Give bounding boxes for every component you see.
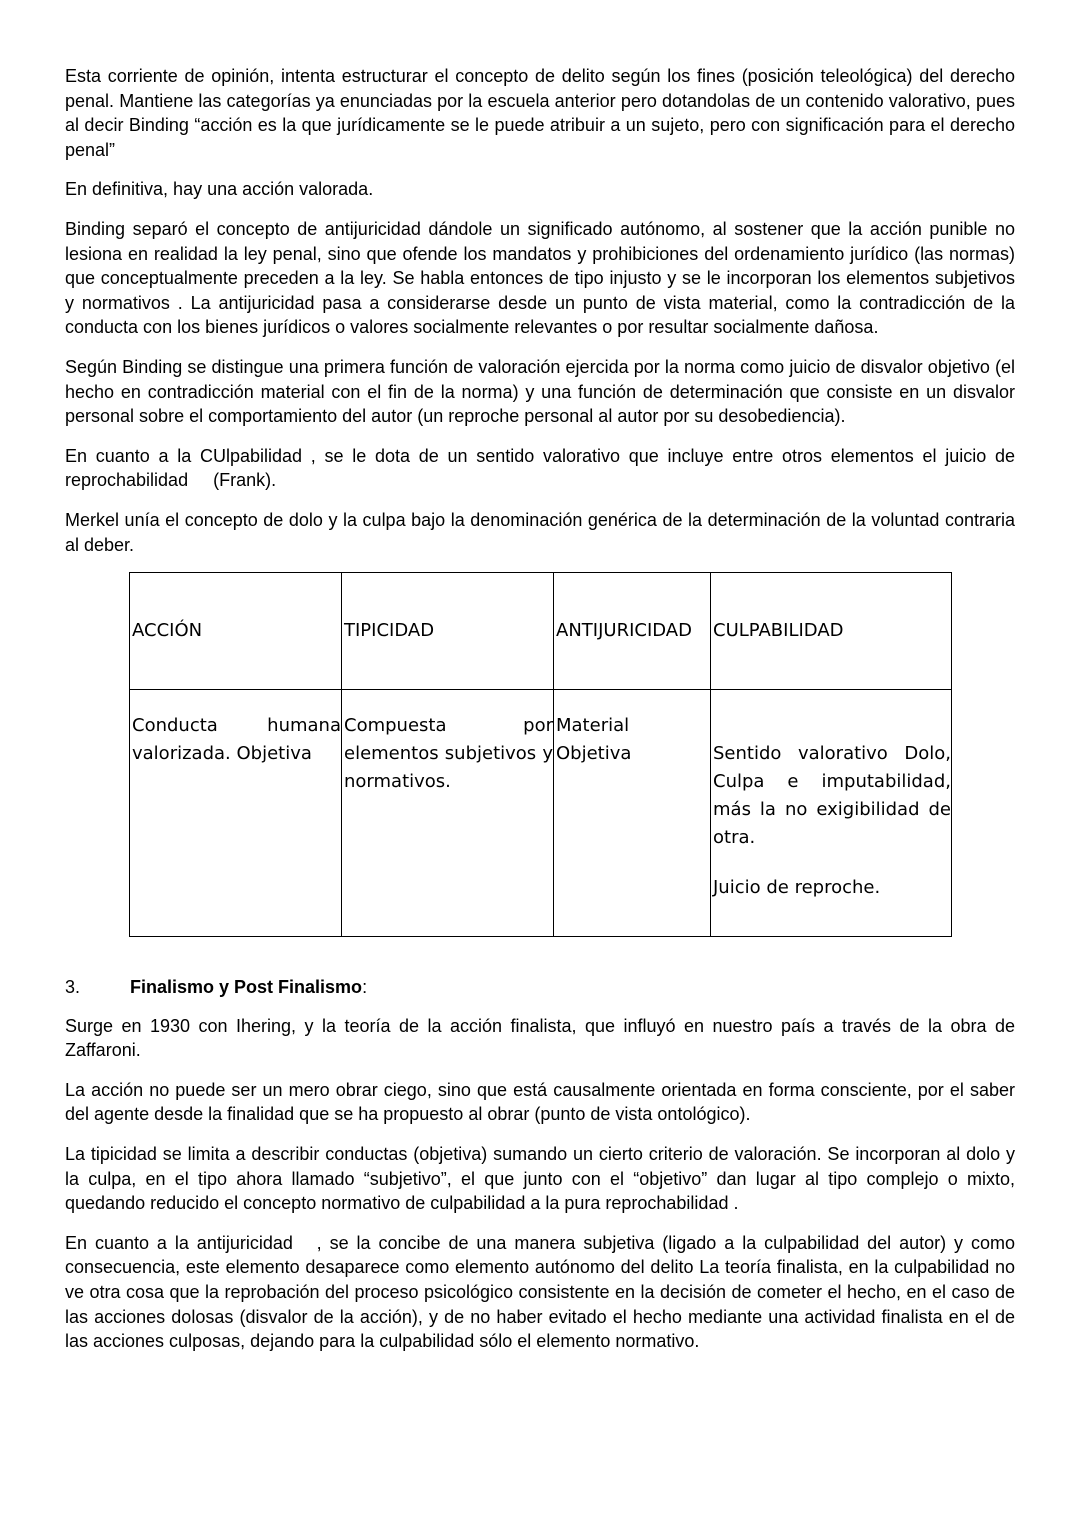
paragraph-antijuricidad-finalista: En cuanto a la antijuricidad , se la concibe de una manera subjetiva (ligado a la culpabilidad del autor) y como consecuencia, este elemento desaparece como elemento autónomo del delito La teoría finalista, en la culpabilidad no ve otra cosa que la reprobación del proceso psicológico consistente en la decisión de cometer el hecho, en el caso de las acciones dolosas (disvalor de la acción), y de no haber evitado el hecho mediante una actividad finalista en el de las acciones culposas, dejando para la culpabilidad sólo el elemento normativo. <box>65 1232 1021 1352</box>
section-title-suffix: : <box>362 977 368 998</box>
paragraph-tipicidad: La tipicidad se limita a describir conductas (objetiva) sumando un cierto criterio de valoración. Se incorporan al dolo y la culpa, en el tipo ahora llamado “subjetivo”, el que junto con el “objetivo” dan lugar al tipo complejo o mixto, quedando reducido el concepto normativo de culpabilidad a la pura reprochabilidad . <box>65 1144 1015 1214</box>
cell-antijuricidad: Material Objetiva <box>554 690 711 937</box>
section-number: 3. <box>65 977 81 998</box>
paragraph-binding-antijuricidad: Binding separó el concepto de antijuricidad dándole un significado autónomo, al sostener que la acción punible no lesiona en realidad la ley penal, sino que ofende los mandatos y prohibiciones del ordenamiento jurídico (las normas) que conceptualmente preceden a la ley. Se habla entonces de tipo injusto y se le incorporan los elementos subjetivos y normativos . La antijuricidad pasa a considerarse desde un punto de vista material, como la contradicción de la conducta con los bienes jurídicos o valores socialmente relevantes o por resultar socialmente dañosa. <box>65 218 1015 338</box>
header-tipicidad: TIPICIDAD <box>342 573 554 690</box>
culpabilidad-description: Sentido valorativo Dolo, Culpa e imputabilidad, más la no exigibilidad de otra. <box>713 743 951 849</box>
document-body <box>65 64 1021 1369</box>
culpabilidad-juicio: Juicio de reproche. <box>713 877 881 899</box>
paragraph-ihering: Surge en 1930 con Ihering, y la teoría de la acción finalista, que influyó en nuestro país a través de la obra de Zaffaroni. <box>65 1015 1015 1061</box>
paragraph-teleological-school: Esta corriente de opinión, intenta estructurar el concepto de delito según los fines (posición teleológica) del derecho penal. Mantiene las categorías ya enunciadas por la escuela anterior pero dotandolas de un contenido valorativo, pues al decir Binding “acción es la que jurídicamente se le puede atribuir a un sujeto, pero con significación para el derecho penal” <box>65 66 1015 160</box>
section-heading <box>65 975 1015 1000</box>
header-culpabilidad: CULPABILIDAD <box>711 573 952 690</box>
table-header-row <box>130 573 952 690</box>
paragraph-culpabilidad: En cuanto a la CUlpabilidad , se le dota de un sentido valorativo que incluye entre otros elementos el juicio de reprochabilidad (Frank). <box>65 445 1021 491</box>
delito-elements-table <box>129 572 952 937</box>
paragraph-merkel: Merkel unía el concepto de dolo y la culpa bajo la denominación genérica de la determinación de la voluntad contraria al deber. <box>65 509 1015 555</box>
header-antijuricidad: ANTIJURICIDAD <box>554 573 711 690</box>
section-title-wrap <box>130 975 367 1000</box>
section-title: Finalismo y Post Finalismo <box>130 977 363 998</box>
cell-accion: Conducta humana valorizada. Objetiva <box>130 690 342 937</box>
cell-culpabilidad <box>711 690 952 937</box>
header-accion: ACCIÓN <box>130 573 342 690</box>
paragraph-binding-functions: Según Binding se distingue una primera función de valoración ejercida por la norma como juicio de disvalor objetivo (el hecho en contradicción material con el fin de la norma) y una función de determinación que consiste en un disvalor personal sobre el comportamiento del autor (un reproche personal al autor por su desobediencia). <box>65 356 1015 427</box>
cell-tipicidad: Compuesta por elementos subjetivos y normativos. <box>342 690 554 937</box>
paragraph-valued-action: En definitiva, hay una acción valorada. <box>65 179 374 200</box>
table-row <box>130 690 952 937</box>
paragraph-accion-finalista: La acción no puede ser un mero obrar ciego, sino que está causalmente orientada en forma consciente, por el saber del agente desde la finalidad que se ha propuesto al obrar (punto de vista ontológico). <box>65 1079 1015 1125</box>
